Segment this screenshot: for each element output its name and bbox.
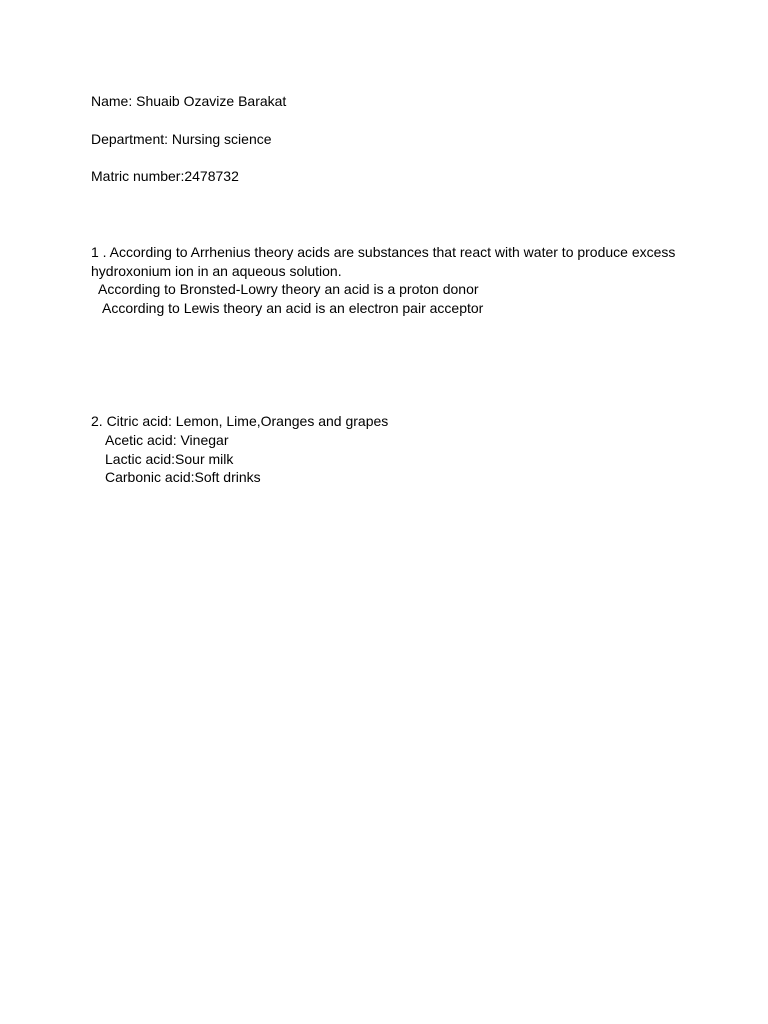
student-name: Name: Shuaib Ozavize Barakat	[91, 93, 287, 109]
answer-2-line: Acetic acid: Vinegar	[105, 432, 229, 448]
answer-2-line: Carbonic acid:Soft drinks	[105, 469, 261, 485]
answer-1-line: hydroxonium ion in an aqueous solution.	[91, 263, 342, 279]
answer-2-line: 2. Citric acid: Lemon, Lime,Oranges and grapes	[91, 413, 389, 429]
answer-1-line: 1 . According to Arrhenius theory acids are substances that react with water to produce excess	[91, 244, 676, 260]
answer-2-line: Lactic acid:Sour milk	[105, 451, 234, 467]
student-department: Department: Nursing science	[91, 131, 272, 147]
answer-1-line: According to Bronsted-Lowry theory an acid is a proton donor	[98, 281, 479, 297]
answer-1-line: According to Lewis theory an acid is an electron pair acceptor	[102, 300, 484, 316]
student-matric-number: Matric number:2478732	[91, 168, 239, 184]
